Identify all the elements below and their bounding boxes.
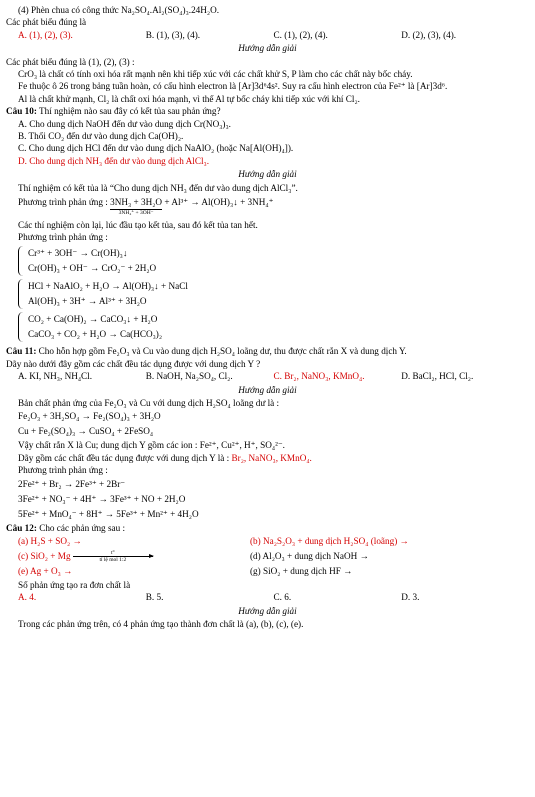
equation-underbrace — [110, 196, 162, 216]
equation-system — [18, 246, 529, 276]
question-label: Câu 12: — [6, 522, 37, 533]
equation: 2Fe²⁺ + Br₂ → 2Fe³⁺ + 2Br⁻ — [18, 478, 126, 489]
solution-line: Bản chất phản ứng của Fe₂O₃ và Cu với dung dịch H₂SO₄ loãng dư là : — [18, 397, 280, 408]
equation: 3Fe²⁺ + NO₃⁻ + 4H⁺ → 3Fe³⁺ + NO + 2H₂O — [18, 493, 186, 504]
equation-system — [18, 279, 529, 309]
solution-heading: Hướng dẫn giải — [238, 169, 297, 180]
option-b: B. Thổi CO₂ đến dư vào dung dịch Ca(OH)₂. — [18, 131, 184, 142]
solution-line: Các phát biểu đúng là (1), (2), (3) : — [6, 56, 135, 67]
option-b: B. 5. — [145, 592, 164, 603]
answer-options — [6, 370, 529, 382]
brace-icon — [18, 279, 25, 309]
equation: 5Fe²⁺ + MnO₄⁻ + 8H⁺ → 5Fe³⁺ + Mn²⁺ + 4H₂O — [18, 508, 199, 519]
equation-system — [18, 312, 529, 342]
reaction-row — [6, 564, 529, 579]
question-label: Câu 10: — [6, 106, 37, 117]
question-text-cont: Dãy nào dưới đây gồm các chất đều tác dụng được với dung dịch Y ? — [6, 358, 261, 369]
equation: HCl + NaAlO₂ + H₂O → Al(OH)₃↓ + NaCl — [28, 281, 188, 292]
solution-line: Thí nghiệm có kết tủa là “Cho dung dịch NH₃ đến dư vào dung dịch AlCl₃”. — [18, 182, 298, 193]
solution-line — [6, 452, 529, 464]
question-text: Thí nghiệm nào sau đây có kết tủa sau phản ứng? — [39, 106, 221, 117]
option-c: C. 6. — [273, 592, 292, 603]
question-text: Cho các phản ứng sau : — [39, 522, 126, 533]
solution-text: Dãy gồm các chất đều tác dụng được với dung dịch Y là : — [18, 452, 232, 463]
arrow-condition-top: t° — [110, 550, 115, 557]
equation-prefix: Phương trình phản ứng : — [18, 197, 108, 208]
solution-line: Vậy chất rắn X là Cu; dung dịch Y gồm các ion : Fe²⁺, Cu²⁺, H⁺, SO₄²⁻. — [18, 440, 285, 451]
solution-line: CrO₃ là chất có tính oxi hóa rất mạnh nên khi tiếp xúc với các chất khử S, P làm cho các chất này bốc cháy. — [18, 69, 413, 80]
solution-line: Trong các phản ứng trên, có 4 phản ứng tạo thành đơn chất là (a), (b), (c), (e). — [18, 619, 304, 630]
equation-note: 3NH₄⁺ + 3OH⁻ — [118, 209, 154, 216]
solution-answer: Br₂, NaNO₃, KMnO₄. — [231, 452, 312, 463]
equation: CO₂ + Ca(OH)₂ → CaCO₃↓ + H₂O — [28, 314, 158, 325]
solution-line: Phương trình phản ứng : — [18, 465, 108, 476]
equation-term: 3NH₃ + 3H₂O — [110, 196, 162, 209]
equation: Cr(OH)₃ + OH⁻ → CrO₂⁻ + 2H₂O — [28, 263, 157, 274]
reaction-g: (g) SiO₂ + dung dịch HF → — [250, 565, 353, 576]
option-a: A. Cho dung dịch NaOH đến dư vào dung dịch Cr(NO₃)₃. — [18, 118, 231, 129]
equation: Cu + Fe₂(SO₄)₃ → CuSO₄ + 2FeSO₄ — [18, 426, 154, 437]
solution-line: Các thí nghiệm còn lại, lúc đầu tạo kết tủa, sau đó kết tủa tan hết. — [18, 219, 258, 230]
question-text: Cho hỗn hợp gồm Fe₂O₃ và Cu vào dung dịch H₂SO₄ loãng dư, thu được chất rắn X và dung dịch Y. — [38, 346, 407, 357]
option-a: A. KI, NH₃, NH₄Cl. — [18, 371, 93, 382]
reaction-b: (b) Na₂S₂O₃ + dung dịch H₂SO₄ (loãng) → — [250, 535, 409, 546]
option-c: C. Cho dung dịch HCl đến dư vào dung dịch NaAlO₂ (hoặc Na[Al(OH)₄]). — [18, 143, 294, 154]
answer-options — [6, 591, 529, 603]
option-a: A. (1), (2), (3). — [18, 29, 73, 40]
prompt: Số phản ứng tạo ra đơn chất là — [18, 579, 131, 590]
option-a: A. 4. — [18, 592, 37, 603]
equation: Al(OH)₃ + 3H⁺ → Al³⁺ + 3H₂O — [28, 296, 147, 307]
reaction-c-reactants: (c) SiO₂ + Mg — [18, 550, 71, 561]
reaction-d: (d) Al₂O₃ + dung dịch NaOH → — [250, 550, 369, 561]
answer-options — [6, 29, 529, 41]
equation: Cr³⁺ + 3OH⁻ → Cr(OH)₃↓ — [28, 248, 128, 259]
equation: Fe₂O₃ + 3H₂SO₄ → Fe₂(SO₄)₃ + 3H₂O — [18, 411, 161, 422]
option-d: D. (2), (3), (4). — [401, 29, 457, 40]
statement-4: (4) Phèn chua có công thức Na₂SO₄.Al₂(SO₄)₃.24H₂O. — [18, 5, 220, 15]
question-11 — [6, 345, 529, 357]
equation: CaCO₃ + CO₂ + H₂O → Ca(HCO₃)₂ — [28, 329, 163, 340]
reaction-equation — [6, 196, 529, 216]
solution-line: Fe thuộc ô 26 trong bảng tuần hoàn, có cấu hình electron là [Ar]3d⁶4s². Suy ra cấu hình electron của Fe²⁺ là [Ar]3d⁶. — [18, 81, 448, 92]
question-12 — [6, 522, 529, 534]
solution-heading: Hướng dẫn giải — [238, 43, 297, 54]
option-d: D. BaCl₂, HCl, Cl₂. — [401, 371, 474, 382]
reaction-arrow-icon — [73, 550, 153, 563]
brace-icon — [18, 246, 25, 276]
option-b: B. NaOH, Na₂SO₄, Cl₂. — [145, 371, 233, 382]
question-10 — [6, 105, 529, 117]
prompt: Các phát biểu đúng là — [6, 17, 87, 28]
solution-heading: Hướng dẫn giải — [238, 384, 297, 395]
reaction-row — [6, 549, 529, 564]
option-d: D. 3. — [401, 592, 420, 603]
option-c: C. (1), (2), (4). — [273, 29, 328, 40]
equation-rest: + Al³⁺ → Al(OH)₃↓ + 3NH₄⁺ — [164, 197, 274, 208]
question-label: Câu 11: — [6, 346, 37, 357]
option-d: D. Cho dung dịch NH₃ đến dư vào dung dịch AlCl₃. — [18, 155, 210, 166]
arrow-condition-bottom: tỉ lệ mol 1:2 — [99, 557, 127, 564]
reaction-e: (e) Ag + O₃ → — [18, 565, 73, 576]
option-c: C. Br₂, NaNO₃, KMnO₄. — [273, 371, 365, 382]
solution-line: Al là chất khử mạnh, Cl₂ là chất oxi hóa mạnh, vì thế Al tự bốc cháy khi tiếp xúc với khí Cl₂. — [18, 93, 360, 104]
solution-line: Phương trình phản ứng : — [18, 231, 108, 242]
solution-heading: Hướng dẫn giải — [238, 605, 297, 616]
brace-icon — [18, 312, 25, 342]
reaction-a: (a) H₂S + SO₂ → — [18, 535, 82, 546]
reaction-c — [6, 549, 250, 564]
option-b: B. (1), (3), (4). — [145, 29, 201, 40]
reaction-row — [6, 534, 529, 549]
